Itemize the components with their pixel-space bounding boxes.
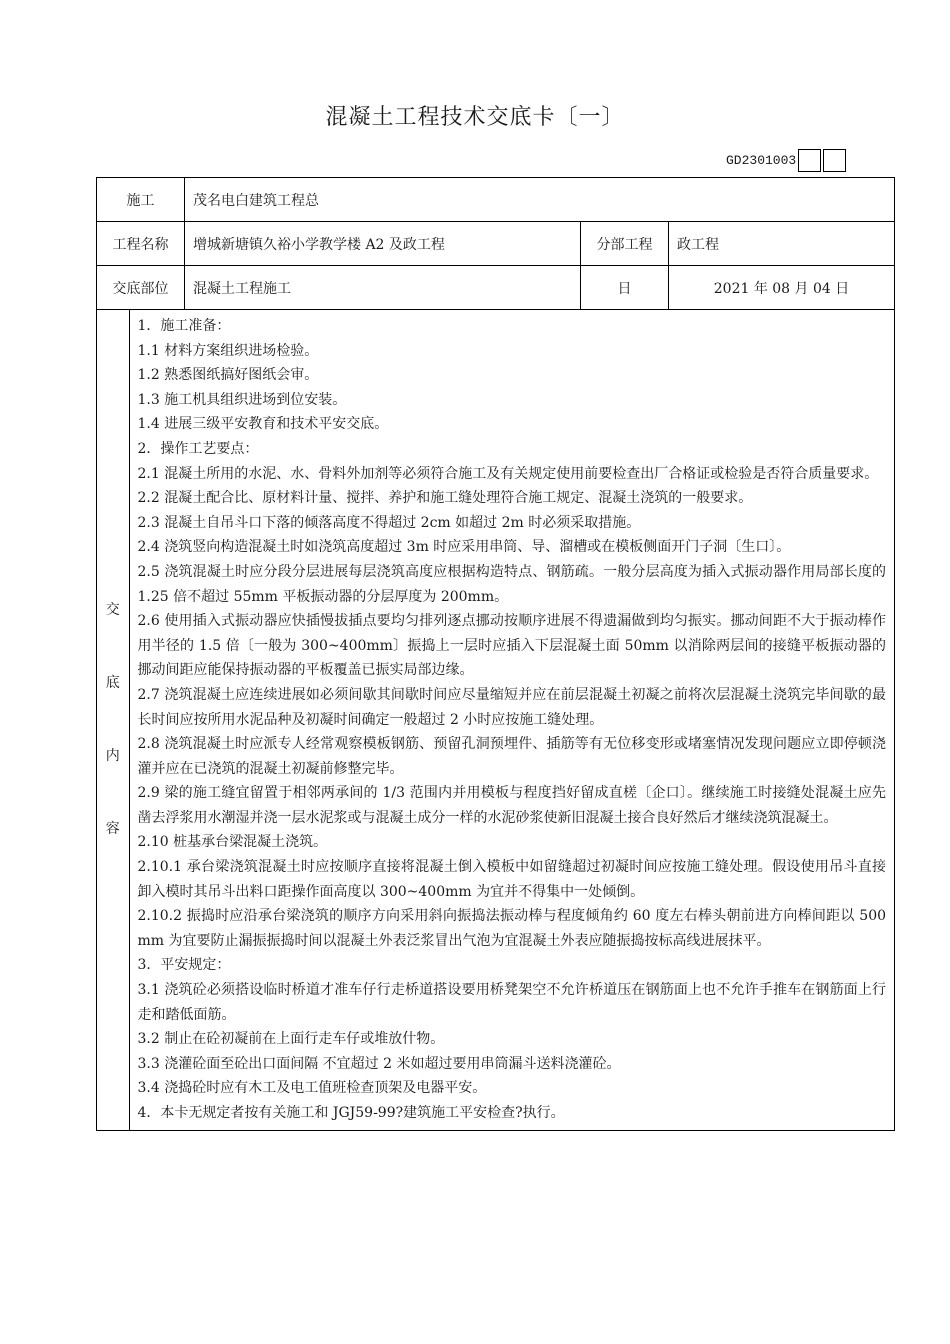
content-line: 2.9 梁的施工缝宜留置于相邻两承间的 1/3 范围内并用模板与程度挡好留成直槎〔企口〕。继续施工时接缝处混凝土应先凿去浮浆用水潮湿并浇一层水泥浆或与混凝土成分一样的水泥砂浆使新旧混凝土接合良好然后才继续浇筑混凝土。: [137, 785, 887, 826]
section-label-char: 底: [105, 674, 120, 691]
label-date: 日: [581, 266, 669, 310]
code-box-1: [798, 149, 821, 172]
section-label-char: 交: [105, 601, 120, 618]
header-row-construction: [97, 178, 895, 222]
content-row: [97, 310, 895, 1131]
section-label: [97, 310, 129, 1130]
label-sub-project: 分部工程: [581, 222, 669, 266]
content-line: 1.2 熟悉图纸搞好图纸会审。: [137, 367, 319, 384]
content-line: 2.10.2 振捣时应沿承台梁浇筑的顺序方向采用斜向振捣法振动棒与程度倾角约 60 度左右棒头朝前进方向棒间距以 500 mm 为宜要防止漏振振捣时间以混凝土外表泛浆冒出气泡为宜混凝土外表应随振捣按标高线进展抹平。: [137, 908, 887, 949]
content-line: 3.4 浇捣砼时应有木工及电工值班检查顶架及电器平安。: [137, 1080, 487, 1097]
label-construction: 施工: [97, 178, 185, 222]
value-date: 2021 年 08 月 04 日: [669, 266, 895, 310]
content-line: 4．本卡无规定者按有关施工和 JGJ59-99?建筑施工平安检查?执行。: [137, 1105, 565, 1121]
content-line: 3.3 浇灌砼面至砼出口面间隔 不宜超过 2 米如超过要用串筒漏斗送料浇灌砼。: [137, 1055, 621, 1072]
content-line: 2.7 浇筑混凝土应连续进展如必须间歇其间歇时间应尽量缩短并应在前层混凝土初凝之前将次层混凝土浇筑完毕间歇的最长时间应按所用水泥品种及初凝时间确定一般超过 2 小时应按施工缝处理。: [137, 686, 887, 728]
content-line: 3.2 制止在砼初凝前在上面行走车仔或堆放什物。: [137, 1031, 445, 1048]
content-line: 3.1 浇筑砼必须搭设临时桥道才准车仔行走桥道搭设要用桥凳架空不允许桥道压在钢筋面上也不允许手推车在钢筋面上行走和踏低面筋。: [137, 982, 887, 1023]
content-line: 1．施工准备：: [137, 318, 231, 334]
code-box-2: [823, 149, 846, 172]
content-line: 2.3 混凝土自吊斗口下落的倾落高度不得超过 2cm 如超过 2m 时必须采取措施。: [137, 514, 641, 531]
page-title: 混凝土工程技术交底卡〔一〕: [325, 105, 625, 130]
content-line: 2.6 使用插入式振动器应快插慢拔插点要均匀排列逐点挪动按顺序进展不得遗漏做到均匀振实。挪动间距不大于振动棒作用半径的 1.5 倍〔一般为 300~400mm〕振捣上一层时应插入下层混凝土面 50mm 以消除两层间的接缝平板振动器的挪动间距应能保持振动器的平板覆盖已振实局部边缘。: [137, 613, 887, 679]
content-line: 2.2 混凝土配合比、原材料计量、搅拌、养护和施工缝处理符合施工规定、混凝土浇筑的一般要求。: [137, 490, 753, 507]
section-label-char: 容: [105, 820, 120, 837]
content-inner: [97, 310, 894, 1130]
content-line: 1.1 材料方案组织进场检验。: [137, 342, 319, 359]
disclosure-table: [96, 177, 895, 1131]
section-label-char: 内: [105, 747, 120, 764]
content-line: 1.3 施工机具组织进场到位安装。: [137, 391, 347, 408]
content-line: 2.4 浇筑竖向构造混凝土时如浇筑高度超过 3m 时应采用串筒、导、溜槽或在模板侧面开门子洞〔生口〕。: [137, 539, 791, 556]
content-line: 2.1 混凝土所用的水泥、水、骨料外加剂等必须符合施工及有关规定使用前要检查出厂合格证或检验是否符合质量要求。: [137, 465, 879, 482]
content-body: [129, 310, 894, 1130]
content-line: 2.5 浇筑混凝土时应分段分层进展每层浇筑高度应根据构造特点、钢筋疏。一般分层高度为插入式振动器作用局部长度的 1.25 倍不超过 55mm 平板振动器的分层厚度为 200mm。: [137, 563, 887, 605]
content-line: 2.10 桩基承台梁混凝土浇筑。: [137, 834, 328, 851]
document-code: [726, 149, 846, 172]
content-line: 2.8 浇筑混凝土时应派专人经常观察模板钢筋、预留孔洞预埋件、插筋等有无位移变形或堵塞情况发现问题应立即停顿浇灌并应在已浇筑的混凝土初凝前修整完毕。: [137, 736, 887, 777]
label-project-name: 工程名称: [97, 222, 185, 266]
value-sub-project: 政工程: [669, 222, 895, 266]
header-row-location: [97, 266, 895, 310]
content-line: 2.10.1 承台梁浇筑混凝土时应按顺序直接将混凝土倒入模板中如留缝超过初凝时间应按施工缝处理。假设使用吊斗直接卸入模时其吊斗出料口距操作面高度以 300~400mm 为宜并不得集中一处倾倒。: [137, 859, 887, 900]
header-row-project: [97, 222, 895, 266]
content-line: 2．操作工艺要点：: [137, 440, 259, 457]
content-line: 3．平安规定：: [137, 957, 231, 974]
value-construction: 茂名电白建筑工程总: [185, 178, 895, 222]
label-location: 交底部位: [97, 266, 185, 310]
value-project-name: 增城新塘镇久裕小学教学楼 A2 及政工程: [185, 222, 581, 266]
value-location: 混凝土工程施工: [185, 266, 581, 310]
content-line: 1.4 进展三级平安教育和技术平安交底。: [137, 416, 389, 433]
document-code-text: GD2301003: [726, 153, 797, 168]
